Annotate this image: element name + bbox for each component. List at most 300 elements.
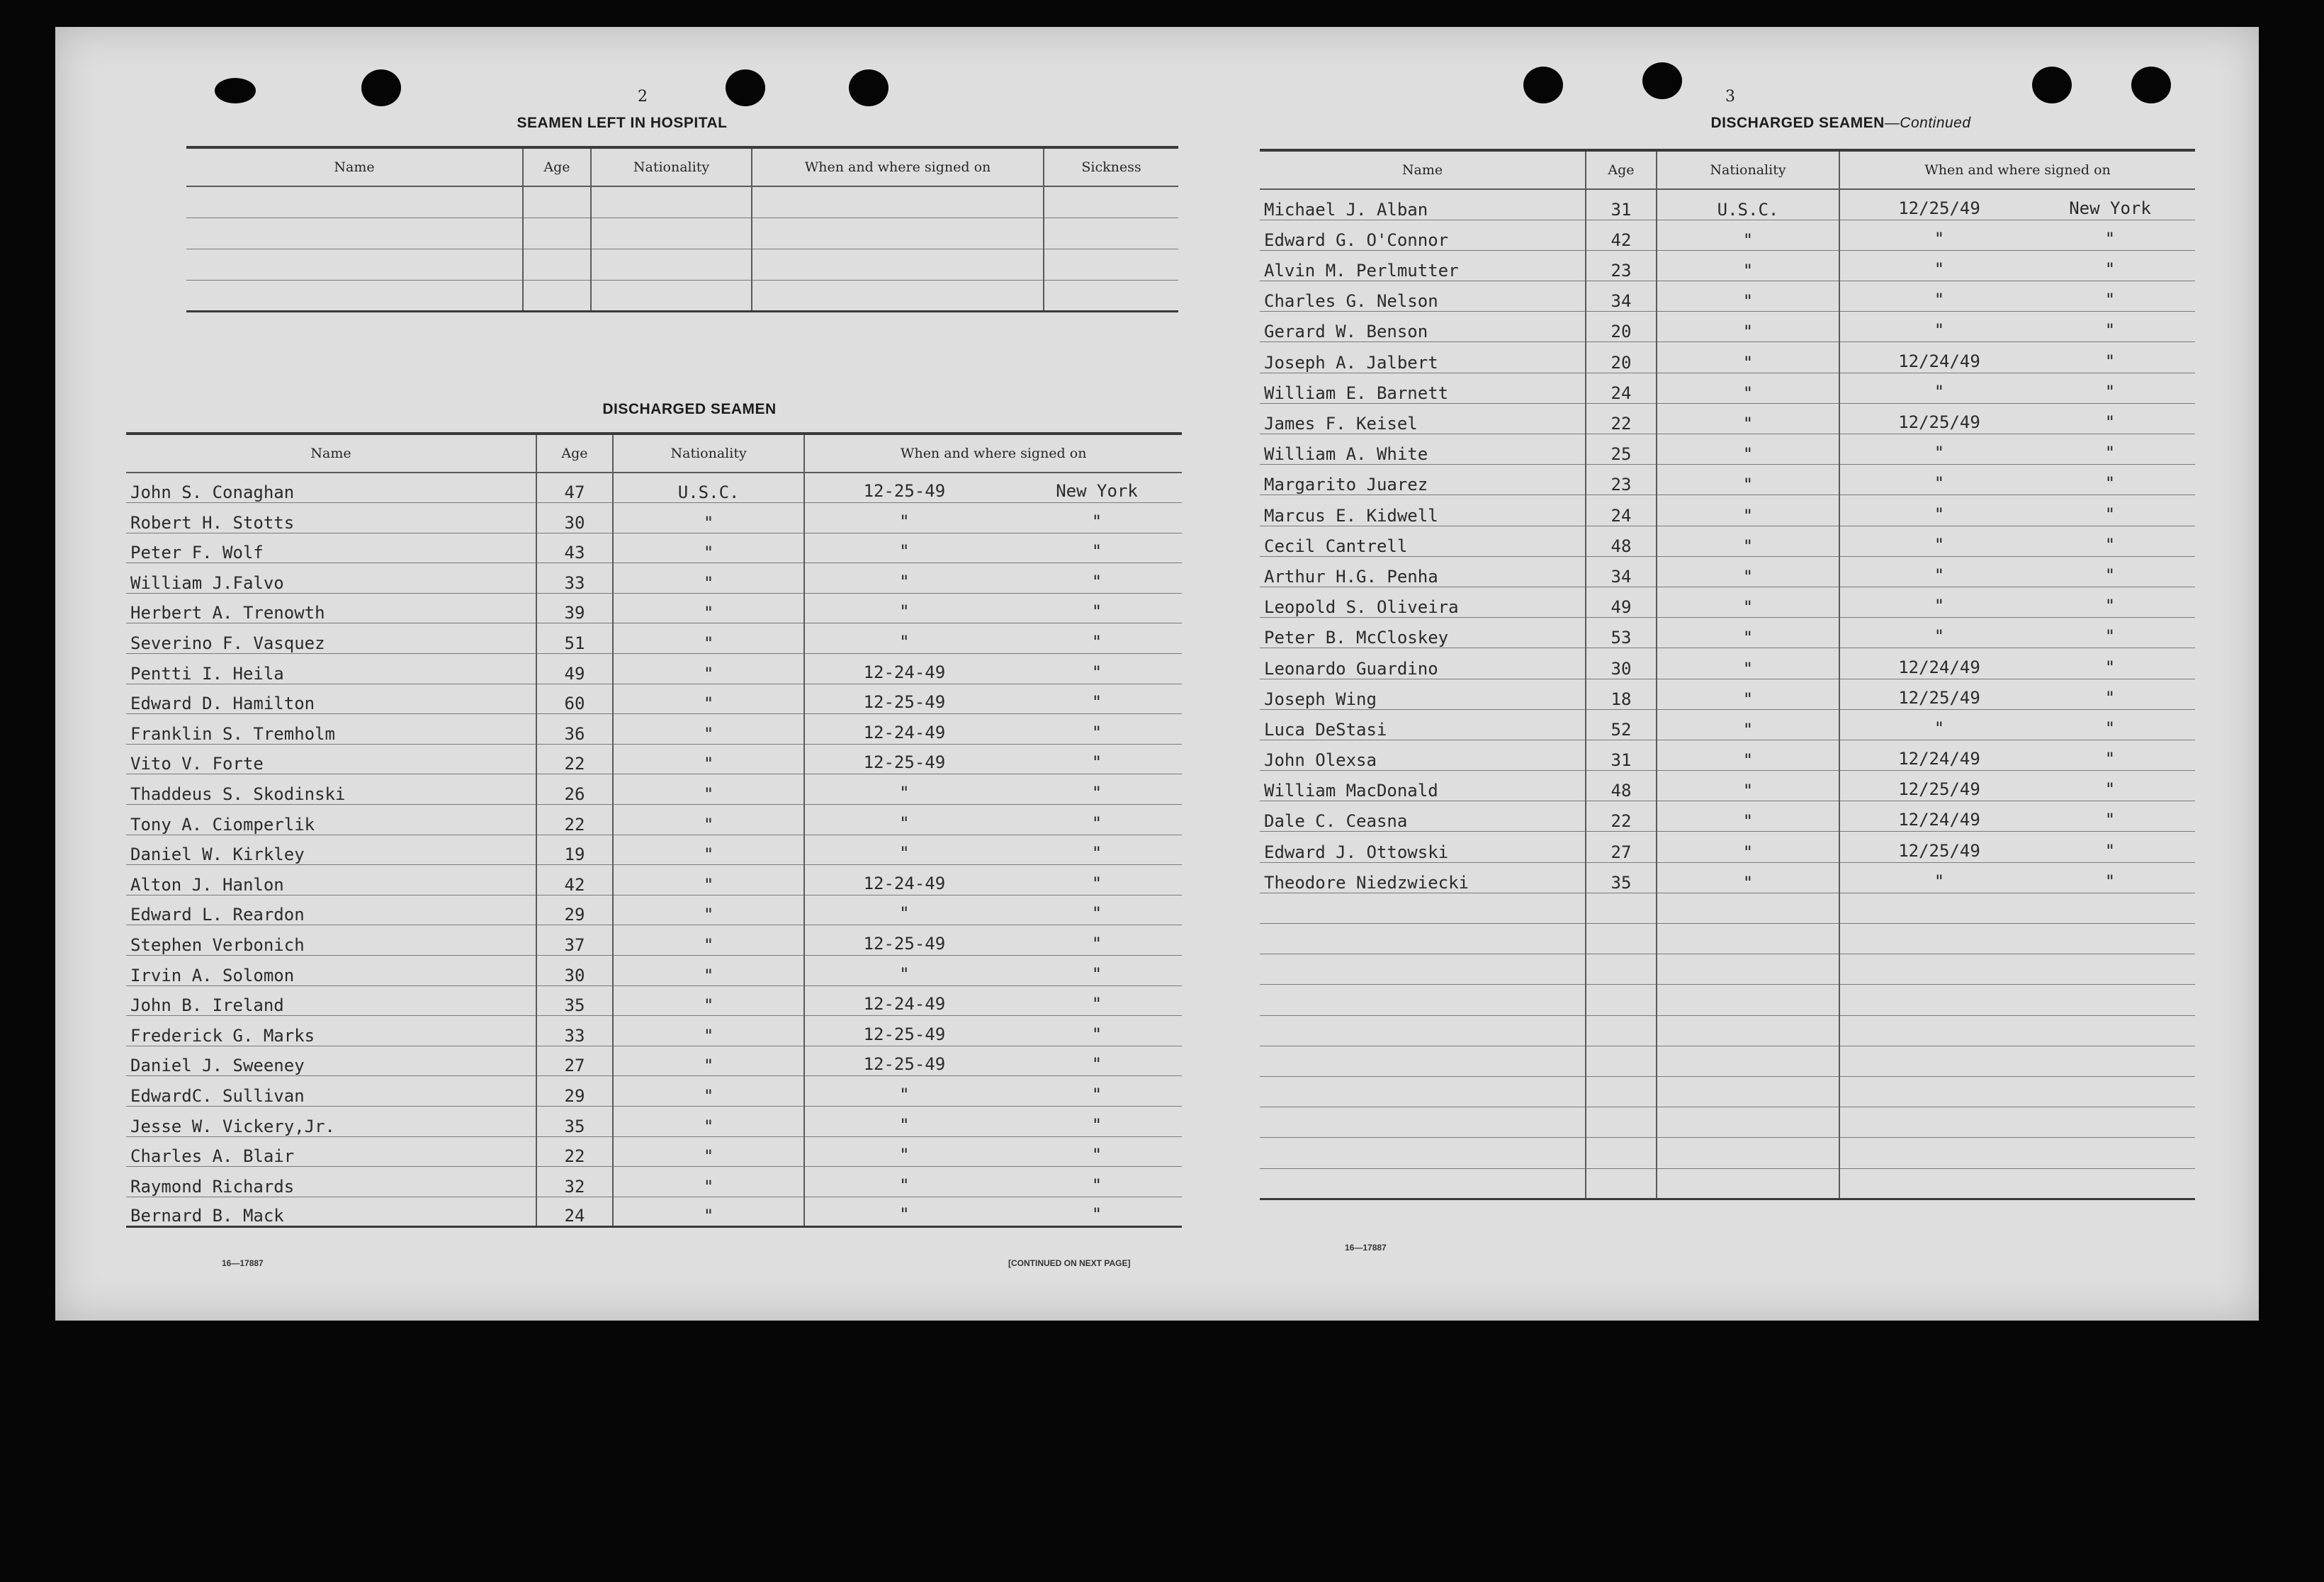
signed-on-date: 12-25-49 [863,752,946,773]
table-row [1260,373,2195,403]
empty-cell [1839,893,2195,923]
seaman-name: Severino F. Vasquez [126,623,536,654]
col-header-nationality: Nationality [591,147,752,186]
seaman-nationality: " [1657,832,1839,862]
signed-on-place: " [1091,541,1102,562]
signed-on-cell [1839,495,2195,526]
signed-on-cell [804,985,1182,1016]
seaman-name: Tony A. Ciomperlik [126,805,536,835]
seaman-nationality: " [613,1046,805,1076]
signed-on-place: " [2104,290,2116,310]
signed-on-place: " [1091,722,1102,742]
seaman-nationality: " [1657,679,1839,709]
empty-row [1260,1107,2195,1138]
table-row [1260,740,2195,770]
seaman-name: Michael J. Alban [1260,189,1586,220]
seaman-nationality: " [1657,250,1839,281]
empty-cell [1586,1076,1657,1107]
signed-on-date: 12/25/49 [1898,198,1980,218]
signed-on-place: " [2104,626,2116,647]
signed-on-cell [1839,342,2195,373]
signed-on-place: " [2104,779,2116,800]
table-row [126,1167,1182,1197]
signed-on-date: " [1934,718,1945,738]
empty-cell [1657,1107,1839,1138]
signed-on-cell [804,533,1182,563]
signed-on-cell [804,1076,1182,1107]
empty-cell [1839,954,2195,985]
seaman-name: Jesse W. Vickery,Jr. [126,1106,536,1136]
empty-cell [752,217,1044,249]
signed-on-place: " [2104,443,2116,463]
empty-cell [1839,1107,2195,1138]
empty-cell [1839,1076,2195,1107]
signed-on-date: " [1934,228,1945,249]
empty-cell [752,186,1044,217]
seaman-nationality: " [613,895,805,925]
table-row [1260,495,2195,526]
seaman-nationality: " [613,623,805,654]
signed-on-place: " [1091,1114,1102,1135]
empty-cell [1657,985,1839,1015]
signed-on-date: " [1934,290,1945,310]
table-row [1260,342,2195,373]
signed-on-date: 12-24-49 [863,873,946,893]
seaman-nationality: " [613,684,805,714]
signed-on-cell [804,563,1182,594]
page-number: 2 [638,88,648,106]
signed-on-cell [1839,465,2195,495]
empty-cell [523,249,591,280]
seaman-nationality: " [1657,495,1839,526]
signed-on-place: " [2104,810,2116,830]
signed-on-date: 12/24/49 [1898,657,1980,677]
seaman-name: Thaddeus S. Skodinski [126,774,536,805]
seaman-age: 48 [1586,771,1657,801]
seaman-age: 51 [536,623,613,654]
signed-on-cell [1839,281,2195,312]
seaman-age: 24 [1586,373,1657,403]
seaman-nationality: " [1657,740,1839,770]
empty-row [1260,1046,2195,1076]
signed-on-date: " [1934,626,1945,647]
signed-on-place: " [1091,601,1102,622]
seaman-name: Stephen Verbonich [126,925,536,956]
empty-cell [1260,1046,1586,1076]
seaman-age: 30 [536,503,613,533]
seaman-name: Arthur H.G. Penha [1260,556,1586,587]
signed-on-cell [1839,801,2195,832]
signed-on-date: " [1934,596,1945,616]
seaman-nationality: " [613,774,805,805]
seaman-age: 34 [1586,281,1657,312]
signed-on-date: " [899,964,910,984]
seaman-name: Pentti I. Heila [126,654,536,684]
seaman-nationality: " [1657,801,1839,832]
empty-cell [1839,924,2195,954]
table-row [126,623,1182,654]
signed-on-place: " [1091,783,1102,803]
table-row [126,1046,1182,1076]
signed-on-place: " [2104,687,2116,708]
seaman-name: Alvin M. Perlmutter [1260,250,1586,281]
signed-on-place: " [1091,843,1102,864]
seaman-name: EdwardC. Sullivan [126,1076,536,1107]
signed-on-date: " [1934,565,1945,585]
seaman-age: 27 [1586,832,1657,862]
seaman-name: Raymond Richards [126,1167,536,1197]
empty-cell [1839,1138,2195,1168]
seaman-nationality: " [613,503,805,533]
signed-on-place: " [1091,964,1102,984]
seaman-nationality: " [613,805,805,835]
col-header-name: Name [126,434,536,473]
empty-cell [1657,924,1839,954]
empty-cell [1260,1138,1586,1168]
signed-on-place: " [2104,596,2116,616]
seaman-age: 29 [536,1076,613,1107]
signed-on-cell [804,865,1182,895]
signed-on-cell [804,1016,1182,1046]
signed-on-cell [1839,403,2195,434]
form-number: 16—17887 [1345,1243,1387,1253]
signed-on-place: New York [2069,198,2151,218]
title-suffix: —Continued [1884,115,1971,131]
signed-on-date: " [1934,259,1945,280]
signed-on-cell [1839,862,2195,893]
empty-cell [1260,985,1586,1015]
signed-on-cell [1839,312,2195,342]
seaman-age: 48 [1586,526,1657,556]
signed-on-date: 12/25/49 [1898,779,1980,800]
seaman-nationality: " [613,1106,805,1136]
signed-on-date: " [899,1175,910,1195]
signed-on-place: " [1091,934,1102,954]
signed-on-date: " [1934,473,1945,494]
discharged-continued-table [1260,149,2195,1200]
table-row [1260,648,2195,679]
seaman-name: John S. Conaghan [126,473,536,503]
seaman-age: 36 [536,714,613,745]
seaman-nationality: " [613,593,805,623]
signed-on-place: " [2104,259,2116,280]
signed-on-place: " [1091,632,1102,652]
table-row [1260,801,2195,832]
empty-row [1260,1138,2195,1168]
seaman-name: Daniel J. Sweeney [126,1046,536,1076]
seaman-name: Luca DeStasi [1260,709,1586,740]
seaman-nationality: " [1657,373,1839,403]
seaman-name: Edward J. Ottowski [1260,832,1586,862]
seaman-name: Herbert A. Trenowth [126,593,536,623]
empty-cell [1586,1107,1657,1138]
seaman-name: Cecil Cantrell [1260,526,1586,556]
signed-on-place: " [2104,351,2116,371]
table-row [1260,312,2195,342]
signed-on-cell [804,895,1182,925]
col-header-age: Age [536,434,613,473]
table-row [1260,434,2195,465]
seaman-name: Edward L. Reardon [126,895,536,925]
discharged-table [126,432,1182,1228]
seaman-nationality: " [1657,618,1839,648]
table-row [1260,403,2195,434]
empty-cell [1044,186,1178,217]
seaman-name: Joseph A. Jalbert [1260,342,1586,373]
signed-on-place: " [1091,1204,1102,1225]
signed-on-cell [1839,189,2195,220]
table-row [126,533,1182,563]
table-row [126,1016,1182,1046]
table-row [126,654,1182,684]
seaman-name: Peter B. McCloskey [1260,618,1586,648]
seaman-nationality: " [613,865,805,895]
empty-cell [1586,924,1657,954]
table-row [126,985,1182,1016]
table-row [126,865,1182,895]
seaman-nationality: " [613,1167,805,1197]
signed-on-date: " [1934,381,1945,402]
signed-on-date: 12-25-49 [863,1024,946,1044]
col-header-nationality: Nationality [613,434,805,473]
signed-on-date: 12/24/49 [1898,351,1980,371]
seaman-nationality: " [1657,465,1839,495]
seaman-age: 35 [1586,862,1657,893]
seaman-age: 35 [536,1106,613,1136]
seaman-name: John B. Ireland [126,985,536,1016]
seaman-age: 30 [536,956,613,986]
empty-cell [752,249,1044,280]
signed-on-cell [804,925,1182,956]
empty-cell [1586,893,1657,923]
signed-on-date: " [899,571,910,592]
seaman-age: 22 [536,744,613,774]
signed-on-date: 12-25-49 [863,934,946,954]
signed-on-date: 12-24-49 [863,662,946,682]
table-row [1260,220,2195,250]
signed-on-place: New York [1056,481,1138,502]
col-header-sickness: Sickness [1044,147,1178,186]
signed-on-cell [804,1167,1182,1197]
table-row [126,593,1182,623]
empty-row [1260,1076,2195,1107]
empty-cell [1657,1168,1839,1199]
signed-on-date: 12-24-49 [863,994,946,1015]
signed-on-cell [804,956,1182,986]
signed-on-cell [1839,832,2195,862]
table-row [126,1197,1182,1227]
col-header-signed-on: When and where signed on [1839,150,2195,189]
signed-on-date: 12/24/49 [1898,749,1980,769]
seaman-name: James F. Keisel [1260,403,1586,434]
seaman-name: William A. White [1260,434,1586,465]
seaman-nationality: " [1657,862,1839,893]
signed-on-date: 12-25-49 [863,692,946,713]
table-row [1260,281,2195,312]
table-row [1260,832,2195,862]
empty-cell [523,217,591,249]
table-row [126,473,1182,503]
signed-on-date: " [899,903,910,924]
signed-on-place: " [2104,381,2116,402]
signed-on-place: " [2104,749,2116,769]
seaman-age: 24 [1586,495,1657,526]
seaman-name: William J.Falvo [126,563,536,594]
empty-cell [186,186,523,217]
seaman-name: Edward D. Hamilton [126,684,536,714]
table-row [126,563,1182,594]
empty-cell [1839,1015,2195,1046]
empty-cell [591,249,752,280]
signed-on-place: " [1091,873,1102,893]
signed-on-cell [804,1197,1182,1227]
col-header-age: Age [1586,150,1657,189]
seaman-nationality: " [613,744,805,774]
empty-cell [1657,1046,1839,1076]
table-row [1260,587,2195,617]
seaman-name: Irvin A. Solomon [126,956,536,986]
empty-cell [1586,1046,1657,1076]
seaman-nationality: " [613,985,805,1016]
empty-cell [1839,985,2195,1015]
seaman-name: Frederick G. Marks [126,1016,536,1046]
seaman-nationality: " [1657,587,1839,617]
col-header-name: Name [1260,150,1586,189]
signed-on-date: " [1934,871,1945,891]
seaman-nationality: " [613,654,805,684]
seaman-nationality: " [613,1136,805,1167]
signed-on-place: " [1091,752,1102,773]
empty-cell [186,249,523,280]
seaman-name: Leopold S. Oliveira [1260,587,1586,617]
seaman-age: 25 [1586,434,1657,465]
signed-on-cell [804,714,1182,745]
seaman-name: Dale C. Ceasna [1260,801,1586,832]
empty-cell [1260,954,1586,985]
seaman-age: 43 [536,533,613,563]
signed-on-date: " [899,813,910,833]
signed-on-date: 12-25-49 [863,1054,946,1075]
signed-on-date: " [1934,320,1945,341]
table-row [126,714,1182,745]
seaman-name: Marcus E. Kidwell [1260,495,1586,526]
signed-on-date: " [899,632,910,652]
empty-cell [1657,893,1839,923]
signed-on-cell [1839,373,2195,403]
signed-on-date: " [1934,443,1945,463]
signed-on-date: " [899,541,910,562]
discharged-title: DISCHARGED SEAMEN [602,401,777,417]
empty-cell [1657,1076,1839,1107]
seaman-nationality: U.S.C. [1657,189,1839,220]
empty-row [1260,985,2195,1015]
seaman-name: Gerard W. Benson [1260,312,1586,342]
signed-on-date: " [899,1114,910,1135]
signed-on-cell [804,593,1182,623]
signed-on-place: " [2104,871,2116,891]
signed-on-place: " [2104,718,2116,738]
empty-cell [186,280,523,311]
seaman-name: Leonardo Guardino [1260,648,1586,679]
table-row [1260,679,2195,709]
signed-on-cell [804,623,1182,654]
seaman-name: John Olexsa [1260,740,1586,770]
seaman-nationality: " [1657,220,1839,250]
signed-on-place: " [2104,228,2116,249]
signed-on-date: 12/25/49 [1898,412,1980,432]
title-main: DISCHARGED SEAMEN [1710,115,1885,131]
seaman-age: 34 [1586,556,1657,587]
seaman-nationality: " [613,1076,805,1107]
seaman-age: 33 [536,1016,613,1046]
table-row [126,774,1182,805]
seaman-nationality: " [1657,281,1839,312]
seaman-nationality: " [613,714,805,745]
empty-row [1260,893,2195,923]
seaman-age: 33 [536,563,613,594]
seaman-nationality: " [1657,312,1839,342]
signed-on-cell [1839,434,2195,465]
signed-on-place: " [1091,692,1102,713]
seaman-name: Edward G. O'Connor [1260,220,1586,250]
table-row [126,1076,1182,1107]
seaman-age: 47 [536,473,613,503]
col-header-signed-on: When and where signed on [804,434,1182,473]
table-row [1260,556,2195,587]
seaman-age: 23 [1586,250,1657,281]
table-row [1260,618,2195,648]
empty-cell [1586,1168,1657,1199]
signed-on-cell [1839,740,2195,770]
signed-on-date: " [1934,504,1945,524]
seaman-age: 20 [1586,312,1657,342]
empty-cell [591,217,752,249]
empty-cell [1586,1138,1657,1168]
signed-on-cell [804,503,1182,533]
seaman-age: 20 [1586,342,1657,373]
signed-on-date: " [899,601,910,622]
signed-on-place: " [2104,840,2116,861]
signed-on-place: " [1091,903,1102,924]
seaman-nationality: " [1657,342,1839,373]
signed-on-cell [1839,556,2195,587]
continued-note: [CONTINUED ON NEXT PAGE] [1008,1258,1131,1268]
seaman-age: 23 [1586,465,1657,495]
signed-on-date: 12-25-49 [863,481,946,502]
empty-cell [1586,985,1657,1015]
signed-on-date: 12/25/49 [1898,840,1980,861]
table-row [126,805,1182,835]
empty-cell [1044,280,1178,311]
signed-on-place: " [1091,1145,1102,1165]
signed-on-cell [1839,587,2195,617]
seaman-age: 26 [536,774,613,805]
signed-on-date: " [899,843,910,864]
signed-on-cell [1839,526,2195,556]
table-row [126,1106,1182,1136]
empty-cell [1044,217,1178,249]
seaman-age: 32 [536,1167,613,1197]
empty-cell [1260,893,1586,923]
seaman-name: William MacDonald [1260,771,1586,801]
seaman-age: 49 [1586,587,1657,617]
seaman-age: 22 [536,805,613,835]
table-row [126,503,1182,533]
col-header-signed-on: When and where signed on [752,147,1044,186]
empty-cell [1044,249,1178,280]
table-row [1260,465,2195,495]
empty-row [1260,924,2195,954]
